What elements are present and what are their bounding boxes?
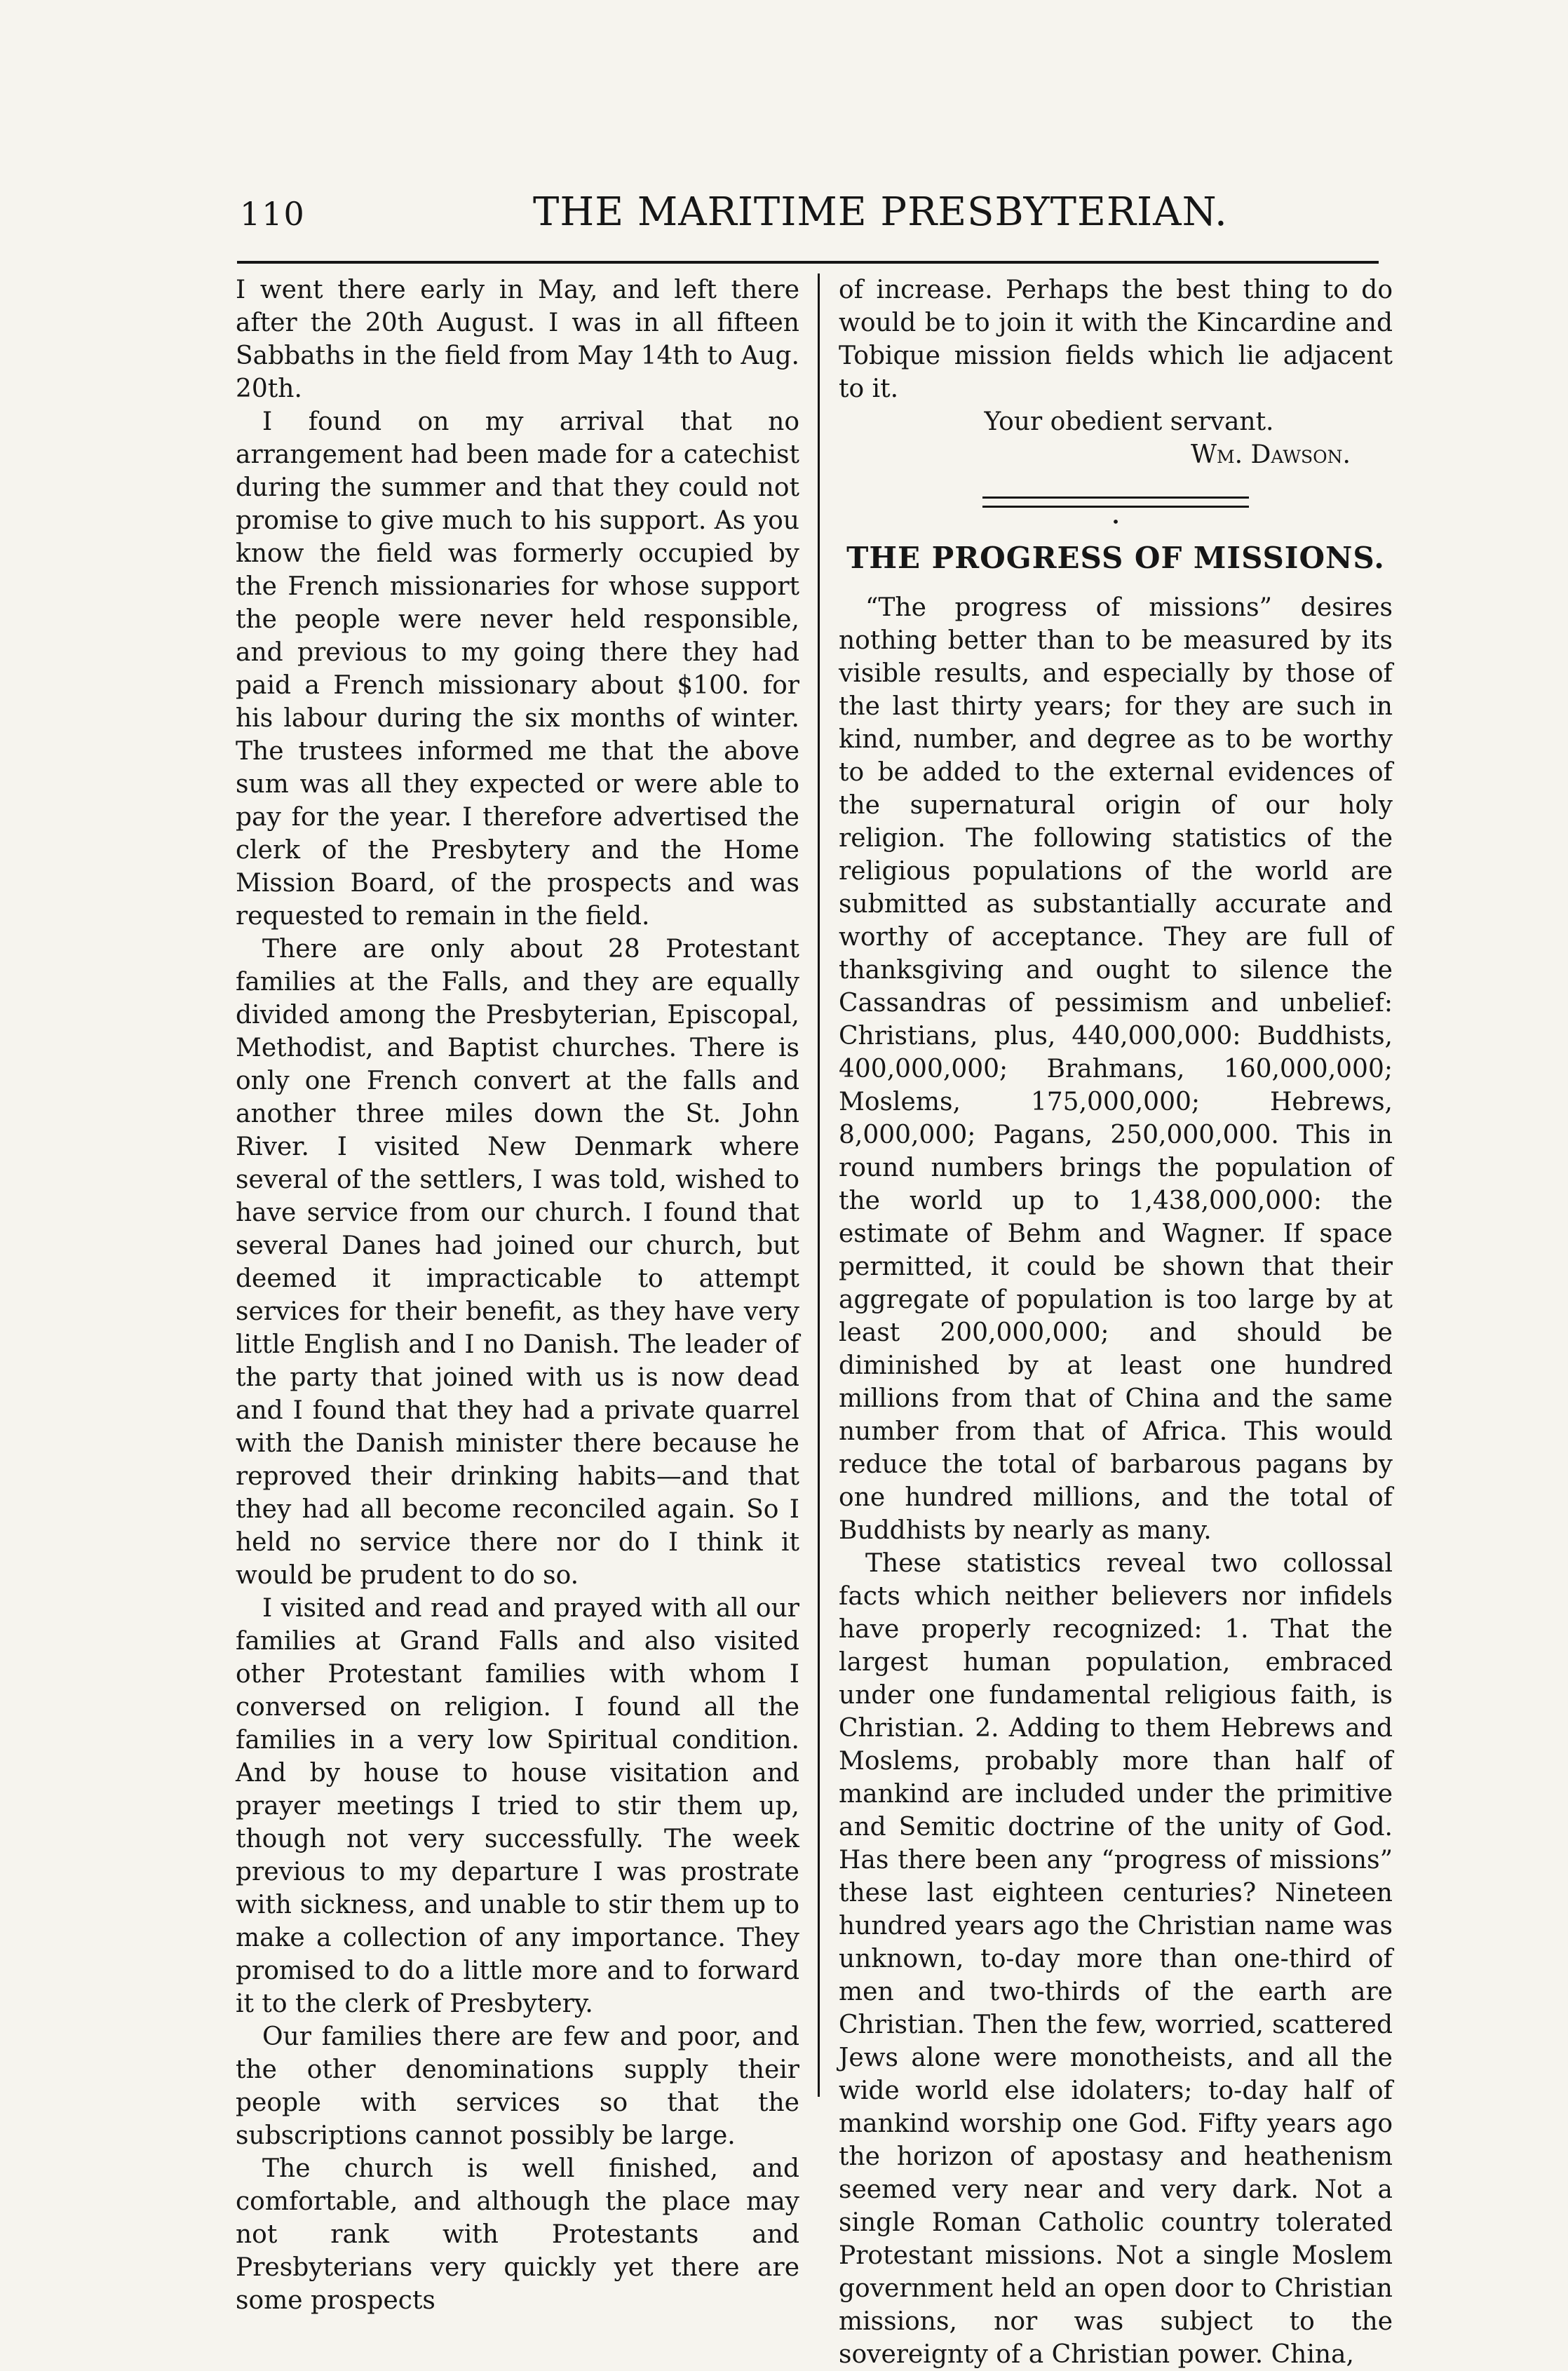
letter-paragraph: I went there early in May, and left there after the 20th August. I was in all fifteen Sabbaths in the field from May 14th to Aug. 20th. <box>236 276 799 403</box>
letter-closing: Your obedient servant. <box>984 407 1274 436</box>
page-number: 110 <box>240 195 306 233</box>
letter-paragraph: Our families there are few and poor, and the other denominations supply their people with services so that the subscriptions cannot possibly be large. <box>236 2022 799 2150</box>
section-double-rule <box>982 497 1249 508</box>
header-rule <box>237 261 1379 264</box>
letter-continuation: of increase. Perhaps the best thing to do would be to join it with the Kincardine and Tobique mission fields which lie adjacent to it. <box>839 276 1393 403</box>
running-head-title: THE MARITIME PRESBYTERIAN. <box>533 189 1228 235</box>
right-column <box>839 273 1393 2371</box>
letter-paragraph: I found on my arrival that no arrangement had been made for a catechist during the summer and that they could not promise to give much to his support. As you know the field was formerly occupied by the French missionaries for whose support the people were never held responsible, and previous to my going there they had paid a French missionary about $100. for his labour during the six months of winter. The trustees informed me that the above sum was all they expected or were able to pay for the year. I therefore advertised the clerk of the Presbytery and the Home Mission Board, of the prospects and was requested to remain in the field. <box>236 407 799 931</box>
letter-signature: Wm. Dawson. <box>1190 440 1351 469</box>
article-paragraph: These statistics reveal two collossal facts which neither believers nor infidels have properly recognized: 1. That the largest human population, embraced under one fundamental religious faith, is Christian. 2. Adding to them Hebrews and Moslems, probably more than half of mankind are included under the primitive and Semitic doctrine of the unity of God. Has there been any “progress of missions” these last eighteen centuries? Nineteen hundred years ago the Christian name was unknown, to-day more than one-third of men and two-thirds of the earth are Christian. Then the few, worried, scattered Jews alone were monotheists, and all the wide world else idolaters; to-day half of mankind worship one God. Fifty years ago the horizon of apostasy and heathenism seemed very near and very dark. Not a single Roman Catholic country tolerated Protestant missions. Not a single Moslem government held an open door to Christian missions, nor was subject to the sovereignty of a Christian power. China, <box>839 1549 1393 2369</box>
letter-paragraph: The church is well finished, and comfortable, and although the place may not rank with Protestants and Presbyterians very quickly yet there are some prospects <box>236 2154 799 2315</box>
letter-paragraph: I visited and read and prayed with all our families at Grand Falls and also visited other Protestant families with whom I conversed on religion. I found all the families in a very low Spiritual condition. And by house to house visitation and prayer meetings I tried to stir them up, though not very successfully. The week previous to my departure I was prostrate with sickness, and unable to stir them up to make a collection of any importance. They promised to do a little more and to forward it to the clerk of Presbytery. <box>236 1594 799 2018</box>
article-paragraph: “The progress of missions” desires nothing better than to be measured by its visible results, and especially by those of the last thirty years; for they are such in kind, number, and degree as to be worthy to be added to the external evidences of the supernatural origin of our holy religion. The following statistics of the religious populations of the world are submitted as substantially accurate and worthy of acceptance. They are full of thanksgiving and ought to silence the Cassandras of pessimism and unbelief: Christians, plus, 440,000,000: Buddhists, 400,000,000; Brahmans, 160,000,000; Moslems, 175,000,000; Hebrews, 8,000,000; Pagans, 250,000,000. This in round numbers brings the population of the world up to 1,438,000,000: the estimate of Behm and Wagner. If space permitted, it could be shown that their aggregate of population is too large by at least 200,000,000; and should be diminished by at least one hundred millions from that of China and the same number from that of Africa. This would reduce the total of barbarous pagans by one hundred millions, and the total of Buddhists by nearly as many. <box>839 593 1393 1545</box>
article-title: THE PROGRESS OF MISSIONS. <box>846 541 1385 575</box>
rule-dot: • <box>1111 513 1120 530</box>
left-column <box>236 273 799 2317</box>
column-divider <box>818 273 820 2097</box>
letter-paragraph: There are only about 28 Protestant families at the Falls, and they are equally divided among the Presbyterian, Episcopal, Methodist, and Baptist churches. There is only one French convert at the falls and another three miles down the St. John River. I visited New Denmark where several of the settlers, I was told, wished to have service from our church. I found that several Danes had joined our church, but deemed it impracticable to attempt services for their benefit, as they have very little English and I no Danish. The leader of the party that joined with us is now dead and I found that they had a private quarrel with the Danish minister there because he reproved their drinking habits—and that they had all become reconciled again. So I held no service there nor do I think it would be prudent to do so. <box>236 935 799 1590</box>
